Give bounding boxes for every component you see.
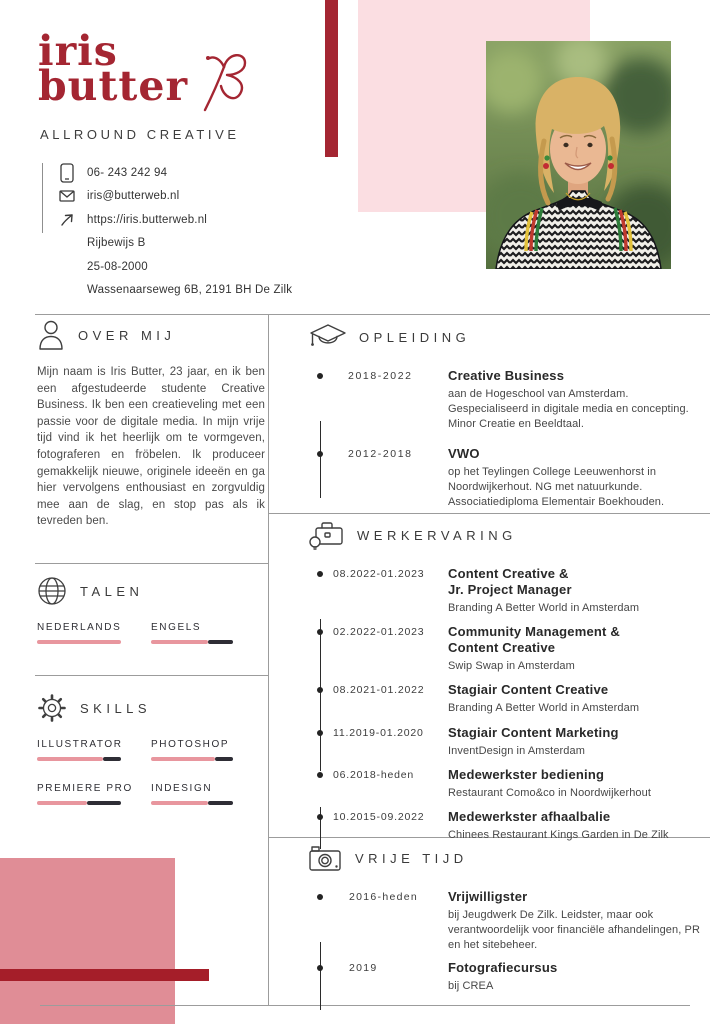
entry-desc: Restaurant Como&co in Noordwijkerhout (448, 786, 652, 799)
language-bar (151, 640, 233, 644)
skill-item (37, 783, 151, 805)
skill-item (151, 739, 265, 761)
entry-desc: Swip Swap in Amsterdam (448, 660, 575, 673)
language-bar (37, 640, 121, 644)
contact-row-website (58, 208, 292, 232)
entry-title: Stagiair Content Marketing (448, 724, 619, 740)
skill-label: PREMIERE PRO (37, 783, 133, 794)
contact-row-address (58, 279, 292, 303)
entry-desc: bij CREA (448, 979, 494, 992)
decor-red-bar-top (325, 0, 338, 157)
skill-bar (151, 801, 233, 805)
timeline-dot (317, 571, 323, 577)
logo-wordmark (38, 27, 189, 111)
section-title: SKILLS (80, 700, 152, 716)
logo-line2: butter (38, 62, 189, 111)
gear-icon (37, 693, 67, 723)
experience-entry (308, 566, 710, 616)
divider-top (35, 314, 710, 315)
entry-date: 06.2018-heden (333, 768, 415, 781)
profile-photo (486, 41, 671, 269)
entry-desc: bij Jeugdwerk De Zilk. Leidster, maar ook verantwoordelijk voor financiële afhandelingen, PR en het sitebeheer. (448, 909, 701, 952)
timeline-dot (317, 451, 323, 457)
skill-item (37, 739, 151, 761)
entry-title: Community Management & (448, 624, 620, 640)
education-entry (308, 368, 710, 433)
section-about (37, 320, 265, 530)
entry-title: VWO (448, 445, 480, 461)
section-experience (308, 520, 710, 851)
person-icon (37, 319, 65, 351)
skill-label: ILLUSTRATOR (37, 739, 123, 750)
mail-icon (58, 190, 76, 202)
contact-text: https://iris.butterweb.nl (87, 213, 208, 226)
cursor-icon (58, 212, 76, 227)
contact-row-license (58, 232, 292, 256)
decor-pink-block-bottom (0, 858, 175, 1024)
language-item (151, 622, 265, 644)
divider-bottom (40, 1005, 690, 1006)
contact-text: 06- 243 242 94 (87, 166, 168, 179)
education-entry (308, 446, 710, 511)
language-item (37, 622, 151, 644)
section-title: VRIJE TIJD (355, 850, 468, 866)
timeline-dot (317, 894, 323, 900)
contact-list (58, 161, 292, 302)
entry-title: Medewerkster bediening (448, 766, 605, 782)
experience-entry (308, 809, 710, 843)
entry-title: Jr. Project Manager (448, 582, 572, 597)
contact-row-birthdate (58, 255, 292, 279)
experience-entry (308, 624, 710, 674)
butterfly-heart-icon (193, 44, 251, 116)
entry-date: 08.2022-01.2023 (333, 568, 425, 580)
contact-text: Rijbewijs B (87, 237, 146, 250)
contact-row-phone (58, 161, 292, 185)
entry-desc: Branding A Better World in Amsterdam (448, 702, 640, 715)
entry-desc: op het Teylingen College Leeuwenhorst in Noordwijkerhout. NG met natuurkunde. Associatiediploma Elementair Boekhouden. (448, 465, 665, 509)
divider-left-1 (35, 563, 268, 564)
section-languages (37, 576, 265, 666)
skill-bar (37, 801, 121, 805)
skill-item (151, 783, 265, 805)
entry-date: 2016-heden (349, 891, 419, 903)
free-time-entry (308, 960, 710, 994)
decor-red-bar-bottom (0, 969, 209, 981)
skill-bar (151, 757, 233, 761)
entry-desc: Branding A Better World in Amsterdam (448, 602, 640, 614)
entry-date: 2019 (349, 961, 378, 974)
entry-desc: InventDesign in Amsterdam (448, 744, 586, 757)
entry-title: Vrijwilligster (448, 889, 528, 904)
entry-date: 2012-2018 (348, 447, 413, 460)
skill-label: PHOTOSHOP (151, 739, 230, 750)
contact-accent-line (42, 163, 43, 233)
timeline-dot (317, 629, 323, 635)
entry-date: 02.2022-01.2023 (333, 626, 425, 639)
contact-text: iris@butterweb.nl (87, 190, 180, 203)
free-time-entry (308, 889, 710, 954)
section-title: OPLEIDING (359, 329, 471, 345)
skill-bar (37, 757, 121, 761)
divider-columns (268, 314, 269, 1005)
entry-title: Content Creative (448, 640, 556, 656)
contact-text: 25-08-2000 (87, 260, 148, 273)
briefcase-icon (308, 520, 344, 550)
about-text: Mijn naam is Iris Butter, 23 jaar, en ik ben een afgestudeerde studente Creative Business. Ik ben een creatieveling met een passie voor de digitale media. In mijn vrije tijd vind ik het heerlijk om te vormgeven, fotograferen en fröbelen. Ik produceer gemakkelijk nieuwe, originele ideeën en ga hier vervolgens enthousiast en zorgvuldig mee aan de slag, en stop pas als ik tevreden ben. (37, 366, 265, 528)
experience-entry (308, 725, 710, 759)
timeline-dot (317, 730, 323, 736)
entry-title: Medewerkster afhaalbalie (448, 809, 611, 825)
experience-entry (308, 682, 710, 716)
language-label: ENGELS (151, 622, 202, 633)
section-skills (37, 693, 265, 827)
divider-left-2 (35, 675, 268, 676)
globe-icon (37, 576, 67, 606)
section-free-time (308, 843, 710, 1000)
camera-icon (308, 844, 342, 872)
section-education (308, 322, 710, 523)
entry-title: Content Creative & (448, 566, 569, 581)
language-label: NEDERLANDS (37, 622, 122, 633)
timeline-dot (317, 814, 323, 820)
experience-entry (308, 767, 710, 801)
tagline: ALLROUND CREATIVE (40, 127, 240, 142)
graduation-cap-icon (308, 322, 346, 352)
section-title: WERKERVARING (357, 527, 517, 543)
timeline-dot (317, 687, 323, 693)
phone-icon (58, 163, 76, 183)
timeline-dot (317, 373, 323, 379)
entry-desc: Chinees Restaurant Kings Garden in De Zilk (448, 829, 669, 842)
entry-title: Creative Business (448, 368, 565, 383)
entry-title: Fotografiecursus (448, 959, 558, 975)
section-title: OVER MIJ (78, 327, 176, 343)
section-title: TALEN (80, 583, 144, 599)
entry-date: 2018-2022 (348, 370, 413, 382)
entry-desc: aan de Hogeschool van Amsterdam. Gespecialiseerd in digitale media en concepting. Minor Creatie en Beeldtaal. (448, 388, 689, 431)
entry-date: 10.2015-09.2022 (333, 811, 425, 824)
logo-line1: iris (38, 27, 118, 75)
entry-title: Stagiair Content Creative (448, 682, 609, 698)
entry-date: 11.2019-01.2020 (333, 726, 424, 739)
contact-row-email (58, 185, 292, 209)
contact-text: Wassenaarseweg 6B, 2191 BH De Zilk (87, 284, 293, 297)
skill-label: INDESIGN (151, 783, 213, 794)
timeline-dot (317, 965, 323, 971)
entry-date: 08.2021-01.2022 (333, 684, 425, 697)
timeline-dot (317, 772, 323, 778)
